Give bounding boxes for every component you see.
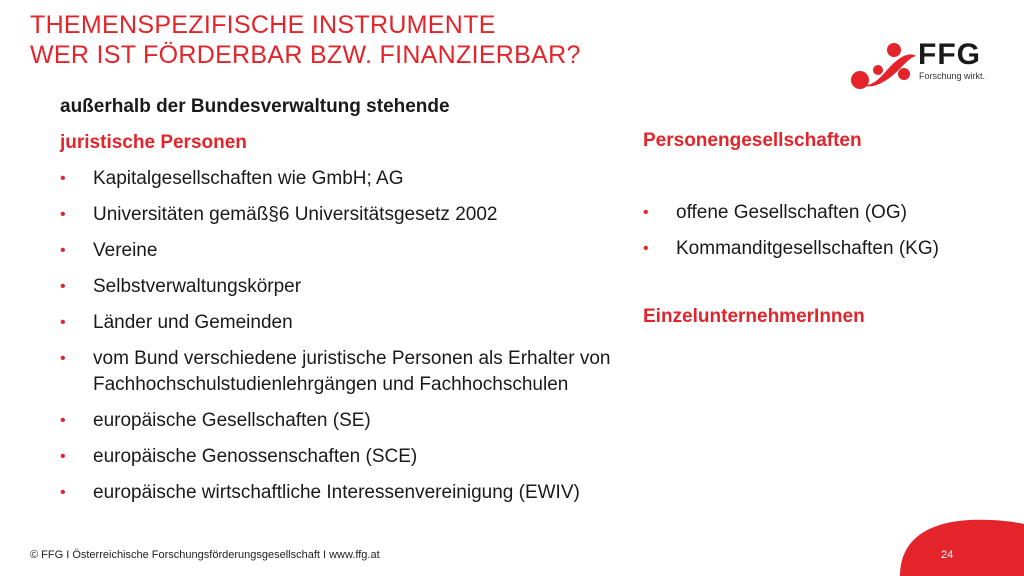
right-subheading-einzelunternehmer: EinzelunternehmerInnen	[643, 306, 865, 327]
bullet-icon: •	[60, 278, 66, 295]
bullet-icon: •	[643, 240, 649, 257]
bullet-icon: •	[60, 206, 66, 223]
list-item: • europäische wirtschaftliche Interessenvereinigung (EWIV)	[60, 480, 640, 506]
list-item: • Universitäten gemäß§6 Universitätsgesetz 2002	[60, 202, 640, 228]
list-item: • europäische Gesellschaften (SE)	[60, 408, 640, 434]
left-list	[60, 166, 640, 506]
corner-decoration	[900, 518, 1024, 576]
footer-copyright: © FFG I Österreichische Forschungsförderungsgesellschaft I www.ffg.at	[30, 549, 380, 561]
bullet-icon: •	[60, 448, 66, 465]
bullet-icon: •	[60, 412, 66, 429]
slide-title	[30, 10, 581, 70]
list-item: • Länder und Gemeinden	[60, 310, 640, 336]
list-item: • Selbstverwaltungskörper	[60, 274, 640, 300]
bullet-icon: •	[643, 204, 649, 221]
left-column	[60, 96, 640, 516]
title-line-1: THEMENSPEZIFISCHE INSTRUMENTE	[30, 11, 496, 39]
bullet-icon: •	[60, 170, 66, 187]
left-subheading: juristische Personen	[60, 132, 247, 153]
page-number: 24	[941, 549, 954, 561]
logo-wordmark: FFG	[918, 38, 981, 71]
bullet-icon: •	[60, 484, 66, 501]
left-heading: außerhalb der Bundesverwaltung stehende	[60, 96, 450, 117]
right-subheading-personengesellschaften: Personengesellschaften	[643, 130, 862, 151]
list-item: • Kapitalgesellschaften wie GmbH; AG	[60, 166, 640, 192]
list-item: • offene Gesellschaften (OG)	[643, 200, 1003, 226]
bullet-icon: •	[60, 242, 66, 259]
right-column	[643, 130, 1003, 328]
list-item: • vom Bund verschiedene juristische Personen als Erhalter von Fachhochschulstudienlehrgängen und Fachhochschulen	[60, 348, 611, 395]
title-line-2: WER IST FÖRDERBAR BZW. FINANZIERBAR?	[30, 41, 581, 69]
bullet-icon: •	[60, 350, 66, 367]
list-item: • europäische Genossenschaften (SCE)	[60, 444, 640, 470]
list-item: • Kommanditgesellschaften (KG)	[643, 236, 1003, 262]
right-list	[643, 200, 1003, 262]
logo-tagline: Forschung wirkt.	[919, 71, 986, 81]
list-item: • Vereine	[60, 238, 640, 264]
bullet-icon: •	[60, 314, 66, 331]
